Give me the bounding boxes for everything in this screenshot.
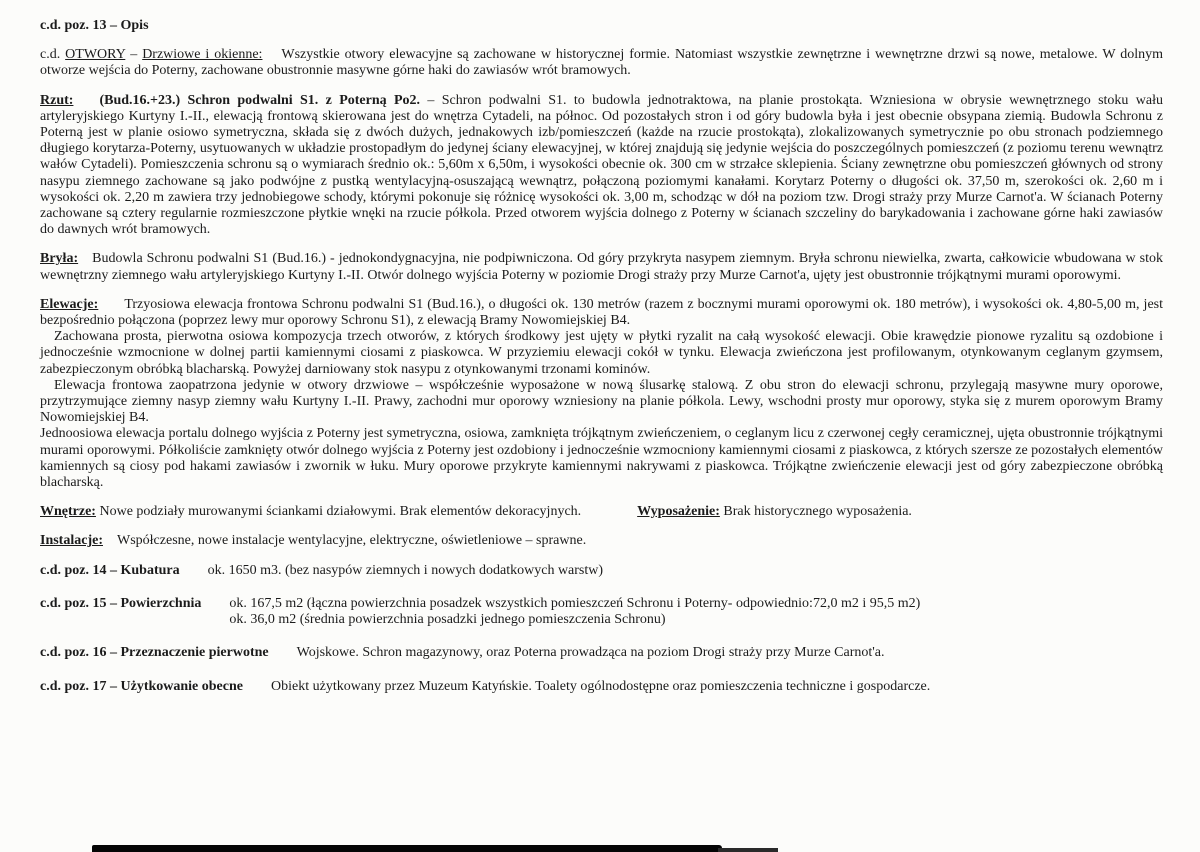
poz14-label: c.d. poz. 14 – Kubatura [40, 562, 180, 578]
row-poz16 [40, 645, 1163, 661]
row-poz14 [40, 563, 1163, 579]
wyposazenie-label: Wyposażenie: [637, 504, 720, 520]
wnetrze-text: Nowe podziały murowanymi ściankami działowymi. Brak elementów dekoracyjnych. [99, 504, 582, 520]
paragraph-bryla [40, 251, 1163, 283]
instalacje-text: Współczesne, nowe instalacje wentylacyjne, elektryczne, oświetleniowe – sprawne. [117, 533, 587, 549]
row-poz15 [40, 596, 1163, 628]
paragraph-elewacje-2: Zachowana prosta, pierwotna osiowa kompozycja trzech otworów, z których środkowy jest ujęty w płytki ryzalit na całą wysokość elewacji. Obie krawędzie pionowe ryzalitu są ozdobione i jednocześnie wzmocnione w dolnej partii kamiennymi ciosami z piaskowca. W przyziemiu elewacji cokół w tynku. Elewacja zwieńczona jest profilowanym, otynkowanym ceglanym gzymsem, zabezpieczonym obróbką blacharską. Powyżej darniowany stok nasypu z otynkowanymi trzonami kominów. [40, 329, 1163, 377]
bryla-text: Budowla Schronu podwalni S1 (Bud.16.) - jednokondygnacyjna, nie podpiwniczona. Od góry przykryta nasypem ziemnym. Bryła schronu niewielka, zwarta, całkowicie wbudowana w stok wewnętrzny ziemnego wału artyleryjskiego Kurtyny I.-II. Otwór dolnego wyjścia Poterny w poziomie Drogi straży przy Murze Carnot'a, ujęty jest obustronnie trójkątnymi murami oporowymi. [40, 251, 1163, 283]
row-poz17 [40, 679, 1163, 695]
poz14-text: ok. 1650 m3. (bez nasypów ziemnych i nowych dodatkowych warstw) [207, 562, 604, 578]
otwory-label: OTWORY [65, 47, 126, 63]
paragraph-elewacje-1 [40, 297, 1163, 329]
scan-artifact-smudge [718, 848, 778, 852]
wnetrze-label: Wnętrze: [40, 504, 96, 520]
poz16-label: c.d. poz. 16 – Przeznaczenie pierwotne [40, 645, 269, 661]
otwory-prefix: c.d. [40, 47, 61, 63]
otwory-text: Wszystkie otwory elewacyjne są zachowane w historycznej formie. Natomiast wszystkie zewnętrzne i wewnętrzne drzwi są nowe, metalowe. W dolnym otworze wejścia do Poterny, zachowane obustronnie masywne górne haki do zawiasów wrót bramowych. [40, 47, 1164, 79]
rzut-subject: (Bud.16.+23.) Schron podwalni S1. z Poterną Po2. [99, 92, 421, 108]
paragraph-otwory [40, 47, 1163, 79]
section-heading-poz13: c.d. poz. 13 – Opis [40, 18, 149, 33]
paragraph-elewacje-3: Elewacja frontowa zaopatrzona jedynie w otwory drzwiowe – współcześnie wyposażone w nową ślusarkę stalową. Z obu stron do elewacji schronu, przylegają masywne mury oporowe, przytrzymujące ziemny nasyp ziemny wału Kurtyny I.-II. Prawy, zachodni mur oporowy wzniesiony na planie półkola. Lewy, wschodni prosty mur oporowy, styka się z murem oporowym Bramy Nowomiejskiej B4. [40, 377, 1163, 426]
bryla-label: Bryła: [40, 251, 79, 267]
wyposazenie-text: Brak historycznego wyposażenia. [723, 504, 912, 520]
paragraph-elewacje-4: Jednoosiowa elewacja portalu dolnego wyjścia z Poterny jest symetryczna, osiowa, zamknięta trójkątnym zwieńczeniem, o ceglanym licu z czerwonej cegły ceramicznej, ujęta obustronnie trójkątnymi murami oporowymi. Półkoliście zamknięty otwór dolnego wyjścia z Poterny jest ozdobiony i jednocześnie wzmocniony kamiennymi ciosami z piaskowca, z których szersze ze pozostałych elementów kamiennych są ciosy pod hakami zawiasów i zwornik w łuku. Mury oporowe przykryte kamiennymi nakrywami z piaskowca. Trójkątne zwieńczenie elewacji jest od góry zabezpieczone obróbką blacharską. [40, 426, 1163, 491]
paragraph-instalacje [40, 533, 1163, 549]
elewacje-text-1: Trzyosiowa elewacja frontowa Schronu podwalni S1 (Bud.16.), o długości ok. 130 metrów (razem z bocznymi murami oporowymi ok. 180 metrów), i wysokości ok. 4,80-5,00 m, jest bezpośrednio połączona (poprzez lewy mur oporowy Schronu S1), z elewacją Bramy Nowomiejskiej B4. [40, 296, 1163, 329]
scan-artifact-bar [92, 845, 722, 852]
elewacje-label: Elewacje: [40, 296, 99, 312]
poz15-line2: ok. 36,0 m2 (średnia powierzchnia posadzki jednego pomieszczenia Schronu) [229, 612, 666, 628]
rzut-dash: – [427, 92, 435, 108]
poz15-line1: ok. 167,5 m2 (łączna powierzchnia posadzek wszystkich pomieszczeń Schronu i Poterny- odpowiednio:72,0 m2 i 95,5 m2) [229, 595, 921, 611]
rzut-label: Rzut: [40, 92, 74, 108]
otwory-sublabel: Drzwiowe i okienne: [142, 47, 263, 63]
poz16-text: Wojskowe. Schron magazynowy, oraz Poterna prowadząca na poziom Drogi straży przy Murze Carnot'a. [296, 645, 885, 661]
poz17-label: c.d. poz. 17 – Użytkowanie obecne [40, 678, 243, 694]
instalacje-label: Instalacje: [40, 533, 103, 549]
paragraph-wnetrze-wyposazenie [40, 504, 1163, 520]
poz17-text: Obiekt użytkowany przez Muzeum Katyńskie. Toalety ogólnodostępne oraz pomieszczenia techniczne i gospodarcze. [271, 678, 931, 694]
rzut-text: Schron podwalni S1. to budowla jednotraktowa, na planie prostokąta. Wzniesiona w obrysie wewnętrznego stoku wału artyleryjskiego Kurtyny I.-II., elewacją frontową skierowana jest do wnętrza Cytadeli, na północ. Od pozostałych stron i od góry budowla była i jest obecnie obsypana ziemią. Budowla Schronu z Poterną jest w planie osiowo symetryczna, składa się z dwóch dużych, jednakowych izb/pomieszczeń (każde na rzucie prostokąta), zlokalizowanych symetrycznie po obu stronach podziemnego długiego korytarza-Poterny, usytuowanych w układzie prostopadłym do jedynej ściany elewacyjnej, w której znajdują się jedynie wejścia do poszczególnych pomieszczeń (z poziomu terenu wewnątrz wałów Cytadeli). Pomieszczenia schronu są o wymiarach średnio ok.: 5,60m x 6,50m, i wysokości obecnie ok. 300 cm w strzałce sklepienia. Ściany zewnętrzne obu pomieszczeń głównych od strony nasypu ziemnego zachowane są jako podwójne z pustką wentylacyjną-osuszającą wewnątrz, połączoną poziomymi kanałami. Korytarz Poterny o długości ok. 37,50 m, szerokości ok. 2,60 m i wysokości ok. 2,20 m zawiera trzy jednobiegowe schody, którymi pokonuje się różnicę wysokości ok. 3,00 m, schodząc w dół na poziom tzw. Drogi straży przy Murze Carnot'a. W ścianach Poterny zachowane są cztery regularnie rozmieszczone płytkie wnęki na rzucie półkola. Przed otworem wyjścia dolnego z Poterny w ścianach szczeliny do barykadowania i zachowane górne haki zawiasów do dawnych wrót bramowych. [40, 92, 1164, 238]
poz15-values [229, 596, 920, 628]
paragraph-rzut [40, 93, 1163, 239]
poz15-label: c.d. poz. 15 – Powierzchnia [40, 595, 202, 611]
otwory-dash: – [130, 47, 138, 63]
